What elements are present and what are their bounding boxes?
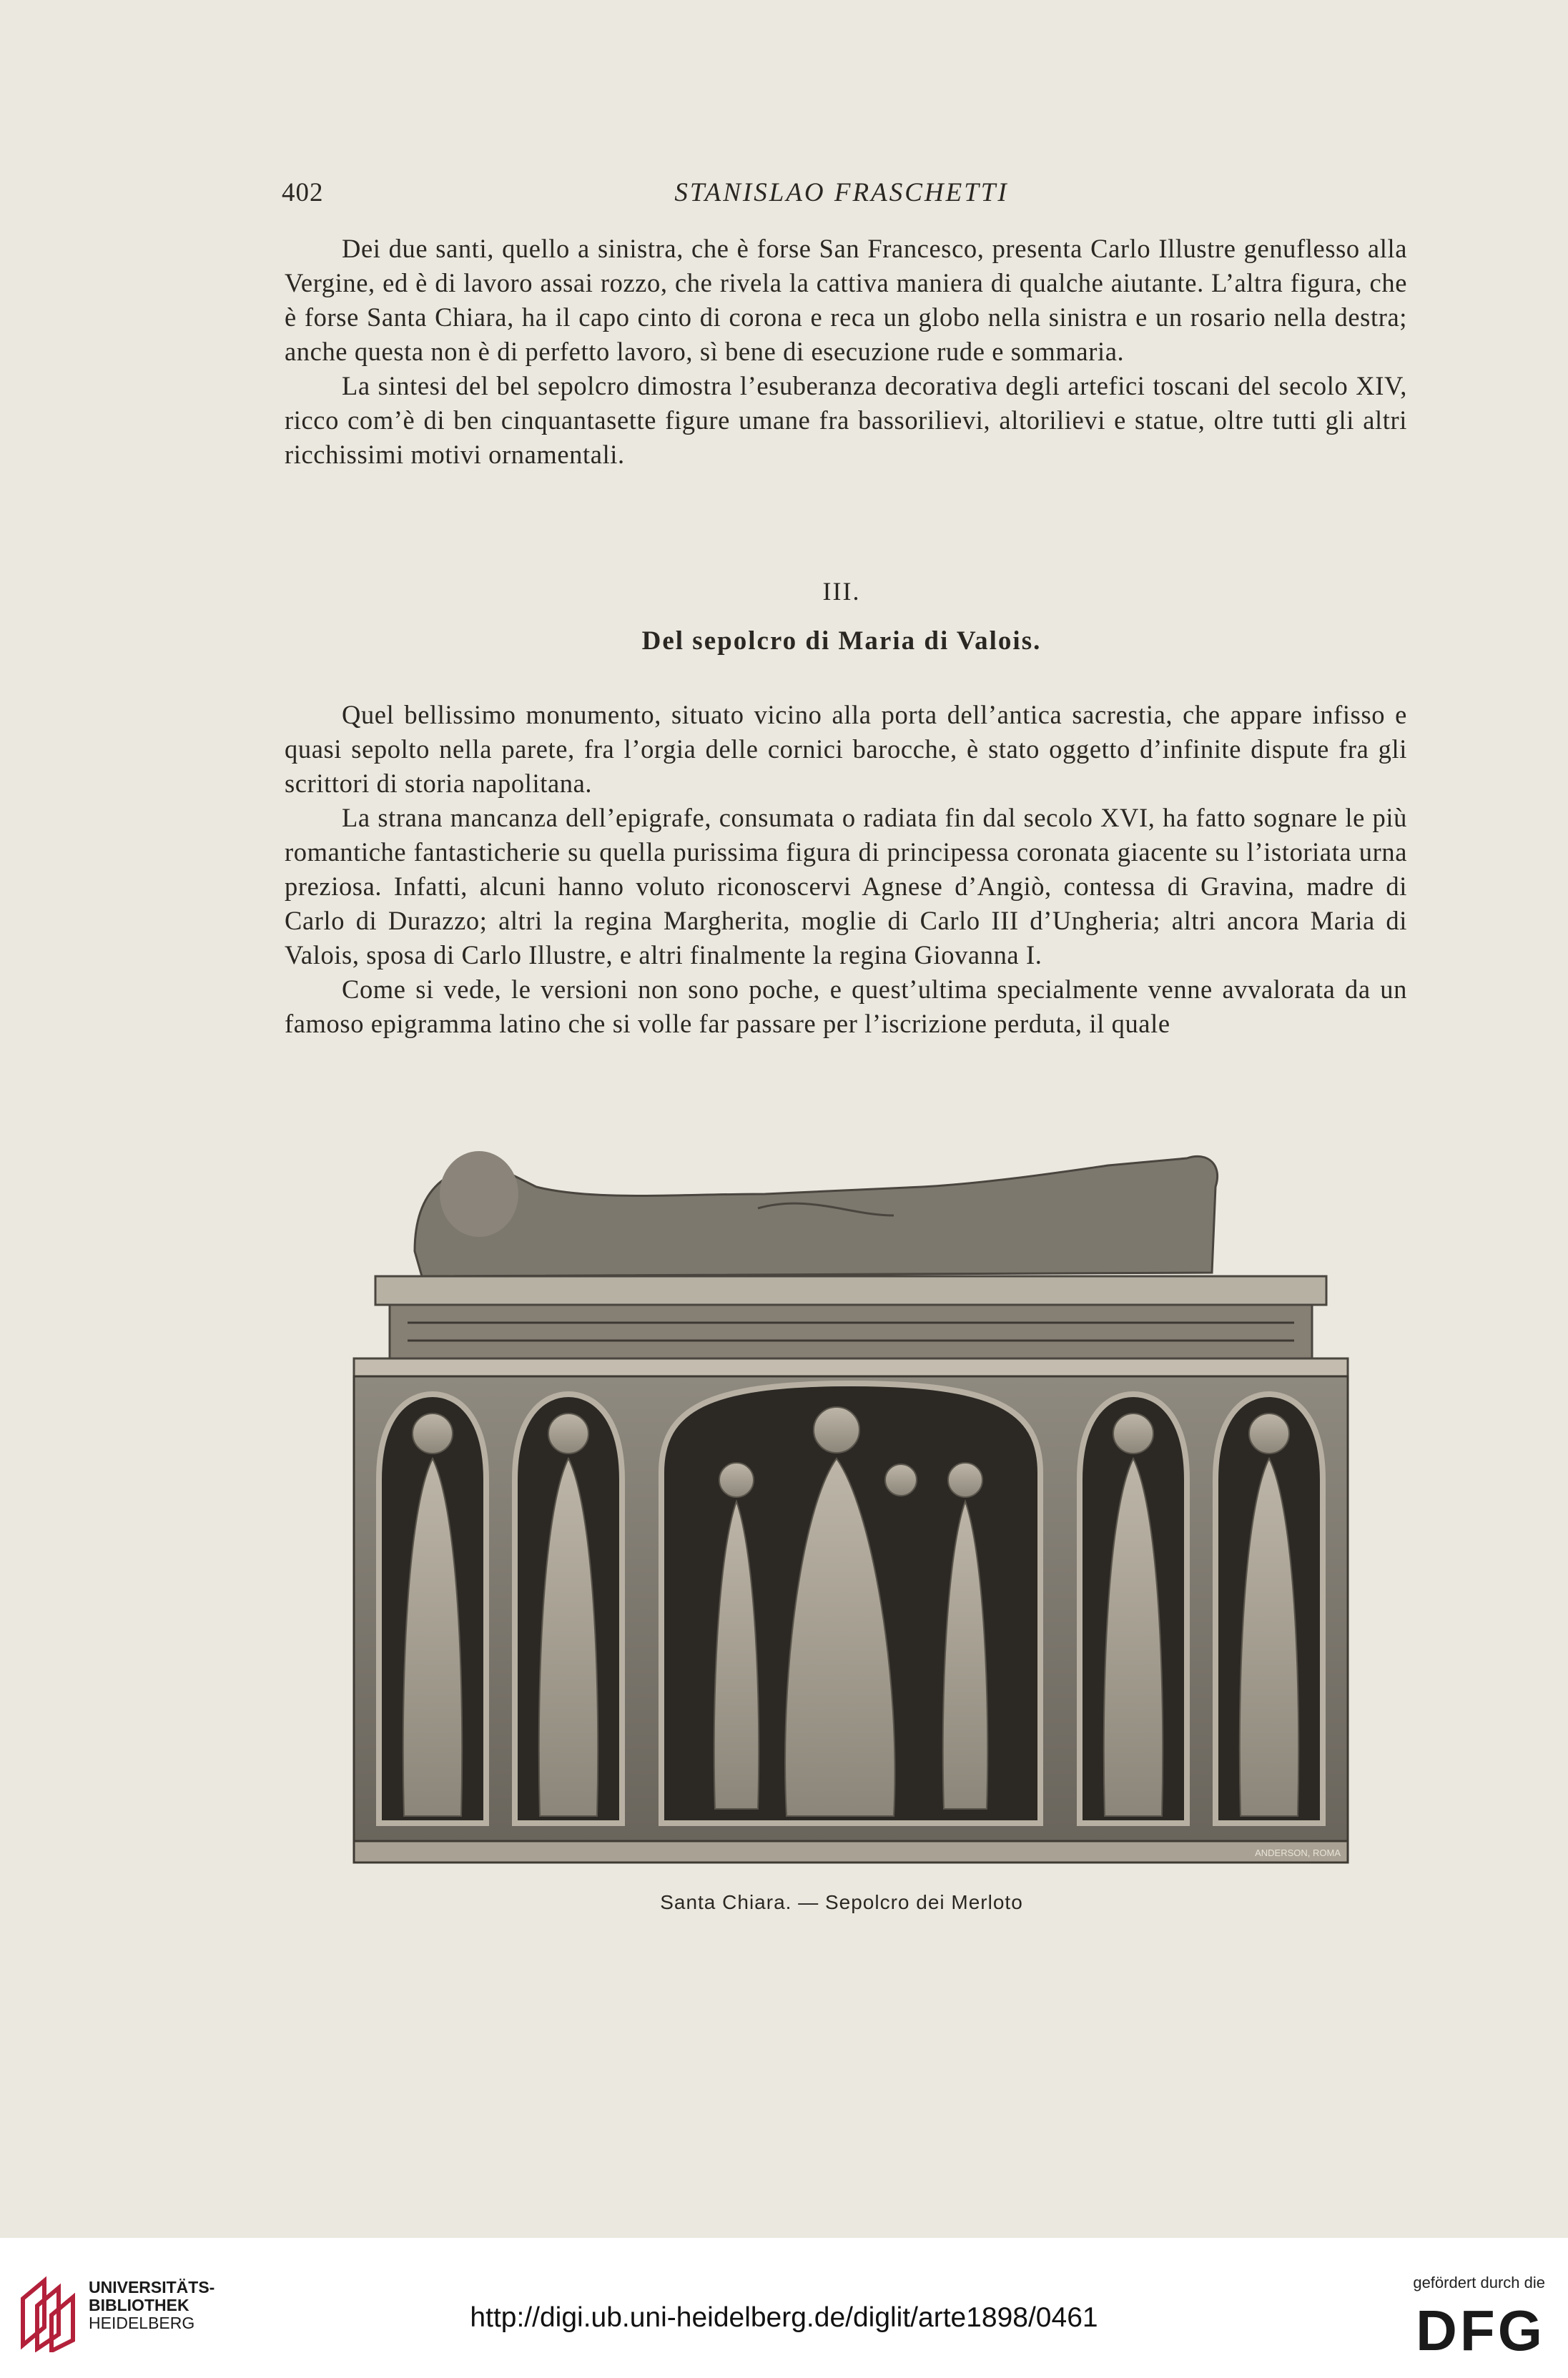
paragraph: La strana mancanza dell’epigrafe, consumata o radiata fin dal secolo XVI, ha fatto sognare le più romantiche fantasticherie su quella purissima figura di principessa coronata giacente su l’istoriata urna preziosa. Infatti, alcuni hanno voluto riconoscervi Agnese d’Angiò, contessa di Gravina, madre di Carlo di Durazzo; altri la regina Margherita, moglie di Carlo III d’Ungheria; altri ancora Maria di Valois, sposa di Carlo Illustre, e altri finalmente la regina Giovanna I. (285, 803, 1407, 970)
photo-credit: ANDERSON, ROMA (1255, 1847, 1341, 1858)
paragraph: Dei due santi, quello a sinistra, che è forse San Francesco, presenta Carlo Illustre genuflesso alla Vergine, ed è di lavoro assai rozzo, che rivela la cattiva maniera di qualche aiutante. L’altra figura, che è forse Santa Chiara, ha il capo cinto di corona e reca un globo nella sinistra e un rosario nella destra; anche questa non è di perfetto lavoro, sì bene di esecuzione rude e sommaria. (285, 234, 1407, 366)
library-line: UNIVERSITÄTS- (89, 2278, 215, 2296)
sarcophagus-photo (307, 1108, 1394, 1873)
section-number: III. (822, 577, 861, 606)
figure-caption: Santa Chiara. — Sepolcro dei Merloto (660, 1891, 1023, 1913)
permalink-url[interactable]: http://digi.ub.uni-heidelberg.de/diglit/arte1898/0461 (470, 2302, 1098, 2333)
running-head: STANISLAO FRASCHETTI (674, 178, 1009, 207)
page-header (282, 177, 1401, 213)
library-line: HEIDELBERG (89, 2314, 195, 2332)
text-block-bottom (285, 698, 1407, 1041)
text-block-top (285, 232, 1407, 472)
paragraph: La sintesi del bel sepolcro dimostra l’esuberanza decorativa degli artefici toscani del secolo XIV, ricco com’è di ben cinquantasette figure umane fra bassorilievi, altorilievi e statue, oltre tutti gli altri ricchissimi motivi ornamentali. (285, 371, 1407, 469)
paragraph: Come si vede, le versioni non sono poche, e quest’ultima specialmente venne avvalorata da un famoso epigramma latino che si volle far passare per l’iscrizione perduta, il quale (285, 975, 1407, 1038)
page-number: 402 (282, 178, 324, 207)
library-line: BIBLIOTHEK (89, 2296, 189, 2314)
dfg-logo: DFG (1416, 2299, 1545, 2362)
digitization-footer (0, 2238, 1568, 2378)
effigy (415, 1156, 1218, 1276)
section-title: Del sepolcro di Maria di Valois. (641, 626, 1042, 656)
funded-by-label: gefördert durch die (1413, 2274, 1545, 2291)
paragraph: Quel bellissimo monumento, situato vicino alla porta dell’antica sacrestia, che appare infisso e quasi sepolto nella parete, fra l’orgia delle cornici barocche, è stato oggetto d’infinite dispute fra gli scrittori di storia napolitana. (285, 700, 1407, 798)
